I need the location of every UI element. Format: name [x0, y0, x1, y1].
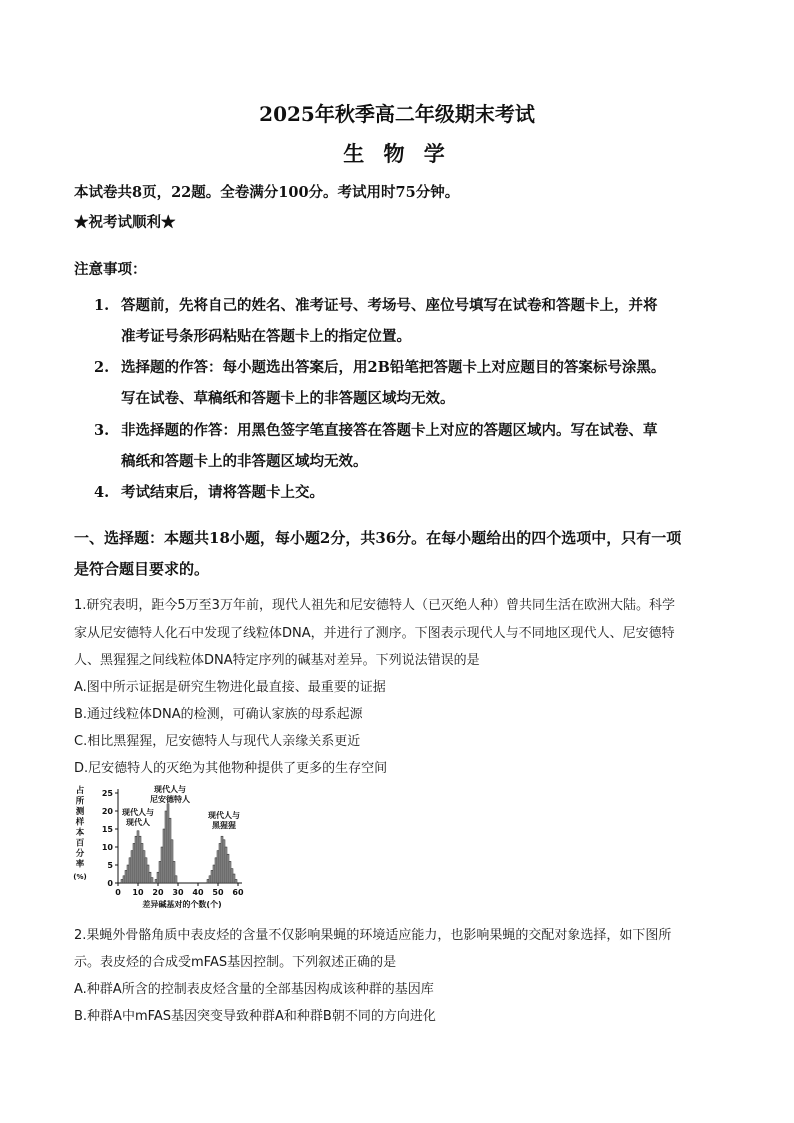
y-axis-label-char: 分 [75, 849, 85, 859]
group-annotation: 现代人 [126, 818, 150, 827]
histogram-bar [157, 872, 159, 883]
x-tick-label: 50 [212, 888, 224, 897]
histogram-bar [207, 879, 209, 883]
section-heading: 一、选择题：本题共18小题，每小题2分，共36分。在每小题给出的四个选项中，只有一项 [74, 529, 682, 547]
histogram-bar [133, 843, 135, 883]
notice-item-2 [94, 356, 665, 377]
q1-option-c: C.相比黑猩猩，尼安德特人与现代人亲缘关系更近 [74, 734, 361, 749]
q2-stem-line-1: 2.果蝇外骨骼角质中表皮烃的含量不仅影响果蝇的环境适应能力，也影响果蝇的交配对象选择，如下图所 [74, 928, 672, 943]
notice-text: 考试结束后，请将答题卡上交。 [121, 484, 324, 501]
y-tick-label: 20 [101, 807, 113, 816]
histogram-bar [209, 876, 211, 883]
histogram-bar [171, 840, 173, 883]
q2-option-b: B.种群A中mFAS基因突变导致种群A和种群B朝不同的方向进化 [74, 1009, 436, 1024]
x-axis-label: 差异碱基对的个数(个) [142, 900, 222, 909]
histogram-bar [229, 861, 231, 883]
histogram-bar [167, 804, 169, 883]
histogram-bar [165, 811, 167, 883]
histogram-bar [155, 879, 157, 883]
q1-option-b: B.通过线粒体DNA的检测，可确认家族的母系起源 [74, 707, 363, 722]
group-annotation: 黑猩猩 [212, 821, 236, 830]
histogram-bar [213, 865, 215, 883]
notice-item-1-cont: 准考证号条形码粘贴在答题卡上的指定位置。 [121, 328, 411, 345]
histogram-bar [215, 858, 217, 883]
histogram-bar [127, 865, 129, 883]
histogram-bar [235, 879, 237, 883]
histogram-bar [161, 847, 163, 883]
histogram-bar [159, 861, 161, 883]
notice-num: 3. [94, 422, 110, 439]
q2-stem-line-2: 示。表皮烃的合成受mFAS基因控制。下列叙述正确的是 [74, 955, 397, 970]
histogram-bar [149, 872, 151, 883]
y-axis-label-char: 率 [75, 859, 85, 870]
histogram-bar [141, 843, 143, 883]
histogram-bar [131, 851, 133, 883]
histogram-bar [143, 851, 145, 883]
notice-item-3 [94, 419, 658, 440]
x-tick-label: 60 [232, 888, 244, 897]
histogram-bar [169, 818, 171, 883]
notice-item-2-cont: 写在试卷、草稿纸和答题卡上的非答题区域均无效。 [121, 390, 455, 407]
x-tick-label: 40 [192, 888, 204, 897]
exam-info: 本试卷共8页，22题。全卷满分100分。考试用时75分钟。 [74, 184, 460, 201]
y-tick-label: 10 [101, 843, 113, 852]
notice-heading: 注意事项： [74, 261, 147, 278]
histogram-bar [219, 843, 221, 883]
base-difference-histogram [72, 783, 262, 913]
histogram-bar [151, 878, 153, 883]
section-heading-cont: 是符合题目要求的。 [74, 560, 210, 578]
q1-option-a: A.图中所示证据是研究生物进化最直接、最重要的证据 [74, 680, 386, 695]
x-tick-label: 0 [115, 888, 121, 897]
notice-item-3-cont: 稿纸和答题卡上的非答题区域均无效。 [121, 453, 368, 470]
notice-num: 2. [94, 359, 110, 376]
histogram-bar [123, 876, 125, 883]
group-annotation: 现代人与 [154, 785, 186, 794]
y-axis-label-char: 测 [75, 807, 85, 817]
histogram-bar [139, 836, 141, 883]
histogram-bar [225, 847, 227, 883]
histogram-bar [231, 869, 233, 883]
y-axis-label-char: 本 [75, 828, 85, 838]
histogram-bar [227, 854, 229, 883]
histogram-bar [211, 870, 213, 883]
notice-num: 1. [94, 297, 110, 314]
y-tick-label: 5 [107, 861, 113, 870]
histogram-bar [125, 870, 127, 883]
y-tick-label: 25 [101, 789, 113, 798]
y-axis-label-char: 样 [75, 817, 85, 828]
good-luck-line: ★祝考试顺利★ [74, 214, 176, 231]
histogram-bar [147, 865, 149, 883]
y-axis-label-char: 所 [75, 796, 85, 807]
y-axis-label-char: 百 [75, 838, 85, 849]
histogram-bar [175, 876, 177, 883]
y-axis-label-unit: (%) [73, 873, 87, 881]
group-annotation: 现代人与 [122, 808, 154, 817]
q1-stem-line-2: 家从尼安德特人化石中发现了线粒体DNA，并进行了测序。下图表示现代人与不同地区现代人、尼安德特 [74, 626, 675, 641]
group-annotation: 现代人与 [208, 811, 240, 820]
group-annotation: 尼安德特人 [150, 795, 190, 804]
q2-option-a: A.种群A所含的控制表皮烃含量的全部基因构成该种群的基因库 [74, 982, 434, 997]
histogram-bar [217, 851, 219, 883]
histogram-bar [163, 829, 165, 883]
histogram-bar [223, 840, 225, 883]
notice-num: 4. [94, 484, 110, 501]
x-tick-label: 30 [172, 888, 184, 897]
exam-title: 2025年秋季高二年级期末考试 [259, 102, 535, 126]
notice-text: 非选择题的作答：用黑色签字笔直接答在答题卡上对应的答题区域内。写在试卷、草 [121, 422, 658, 439]
y-tick-label: 0 [107, 879, 113, 888]
histogram-bar [145, 858, 147, 883]
x-tick-label: 10 [132, 888, 144, 897]
y-tick-label: 15 [101, 825, 113, 834]
q1-stem-line-3: 人、黑猩猩之间线粒体DNA特定序列的碱基对差异。下列说法错误的是 [74, 653, 480, 668]
histogram-bar [121, 879, 123, 883]
subject-title: 生 物 学 [343, 141, 451, 166]
y-axis-label-char: 占 [75, 786, 85, 796]
histogram-bar [129, 858, 131, 883]
histogram-bar [137, 831, 139, 883]
notice-text: 选择题的作答：每小题选出答案后，用2B铅笔把答题卡上对应题目的答案标号涂黑。 [121, 359, 666, 376]
q1-option-d: D.尼安德特人的灭绝为其他物种提供了更多的生存空间 [74, 761, 388, 776]
histogram-bar [135, 836, 137, 883]
notice-item-1 [94, 294, 658, 315]
x-tick-label: 20 [152, 888, 164, 897]
histogram-bar [173, 861, 175, 883]
notice-item-4 [94, 481, 324, 502]
q1-stem-line-1: 1.研究表明，距今5万至3万年前，现代人祖先和尼安德特人（已灭绝人种）曾共同生活在欧洲大陆。科学 [74, 598, 675, 613]
histogram-bar [233, 874, 235, 883]
notice-text: 答题前，先将自己的姓名、准考证号、考场号、座位号填写在试卷和答题卡上，并将 [121, 297, 658, 314]
histogram-bar [221, 836, 223, 883]
